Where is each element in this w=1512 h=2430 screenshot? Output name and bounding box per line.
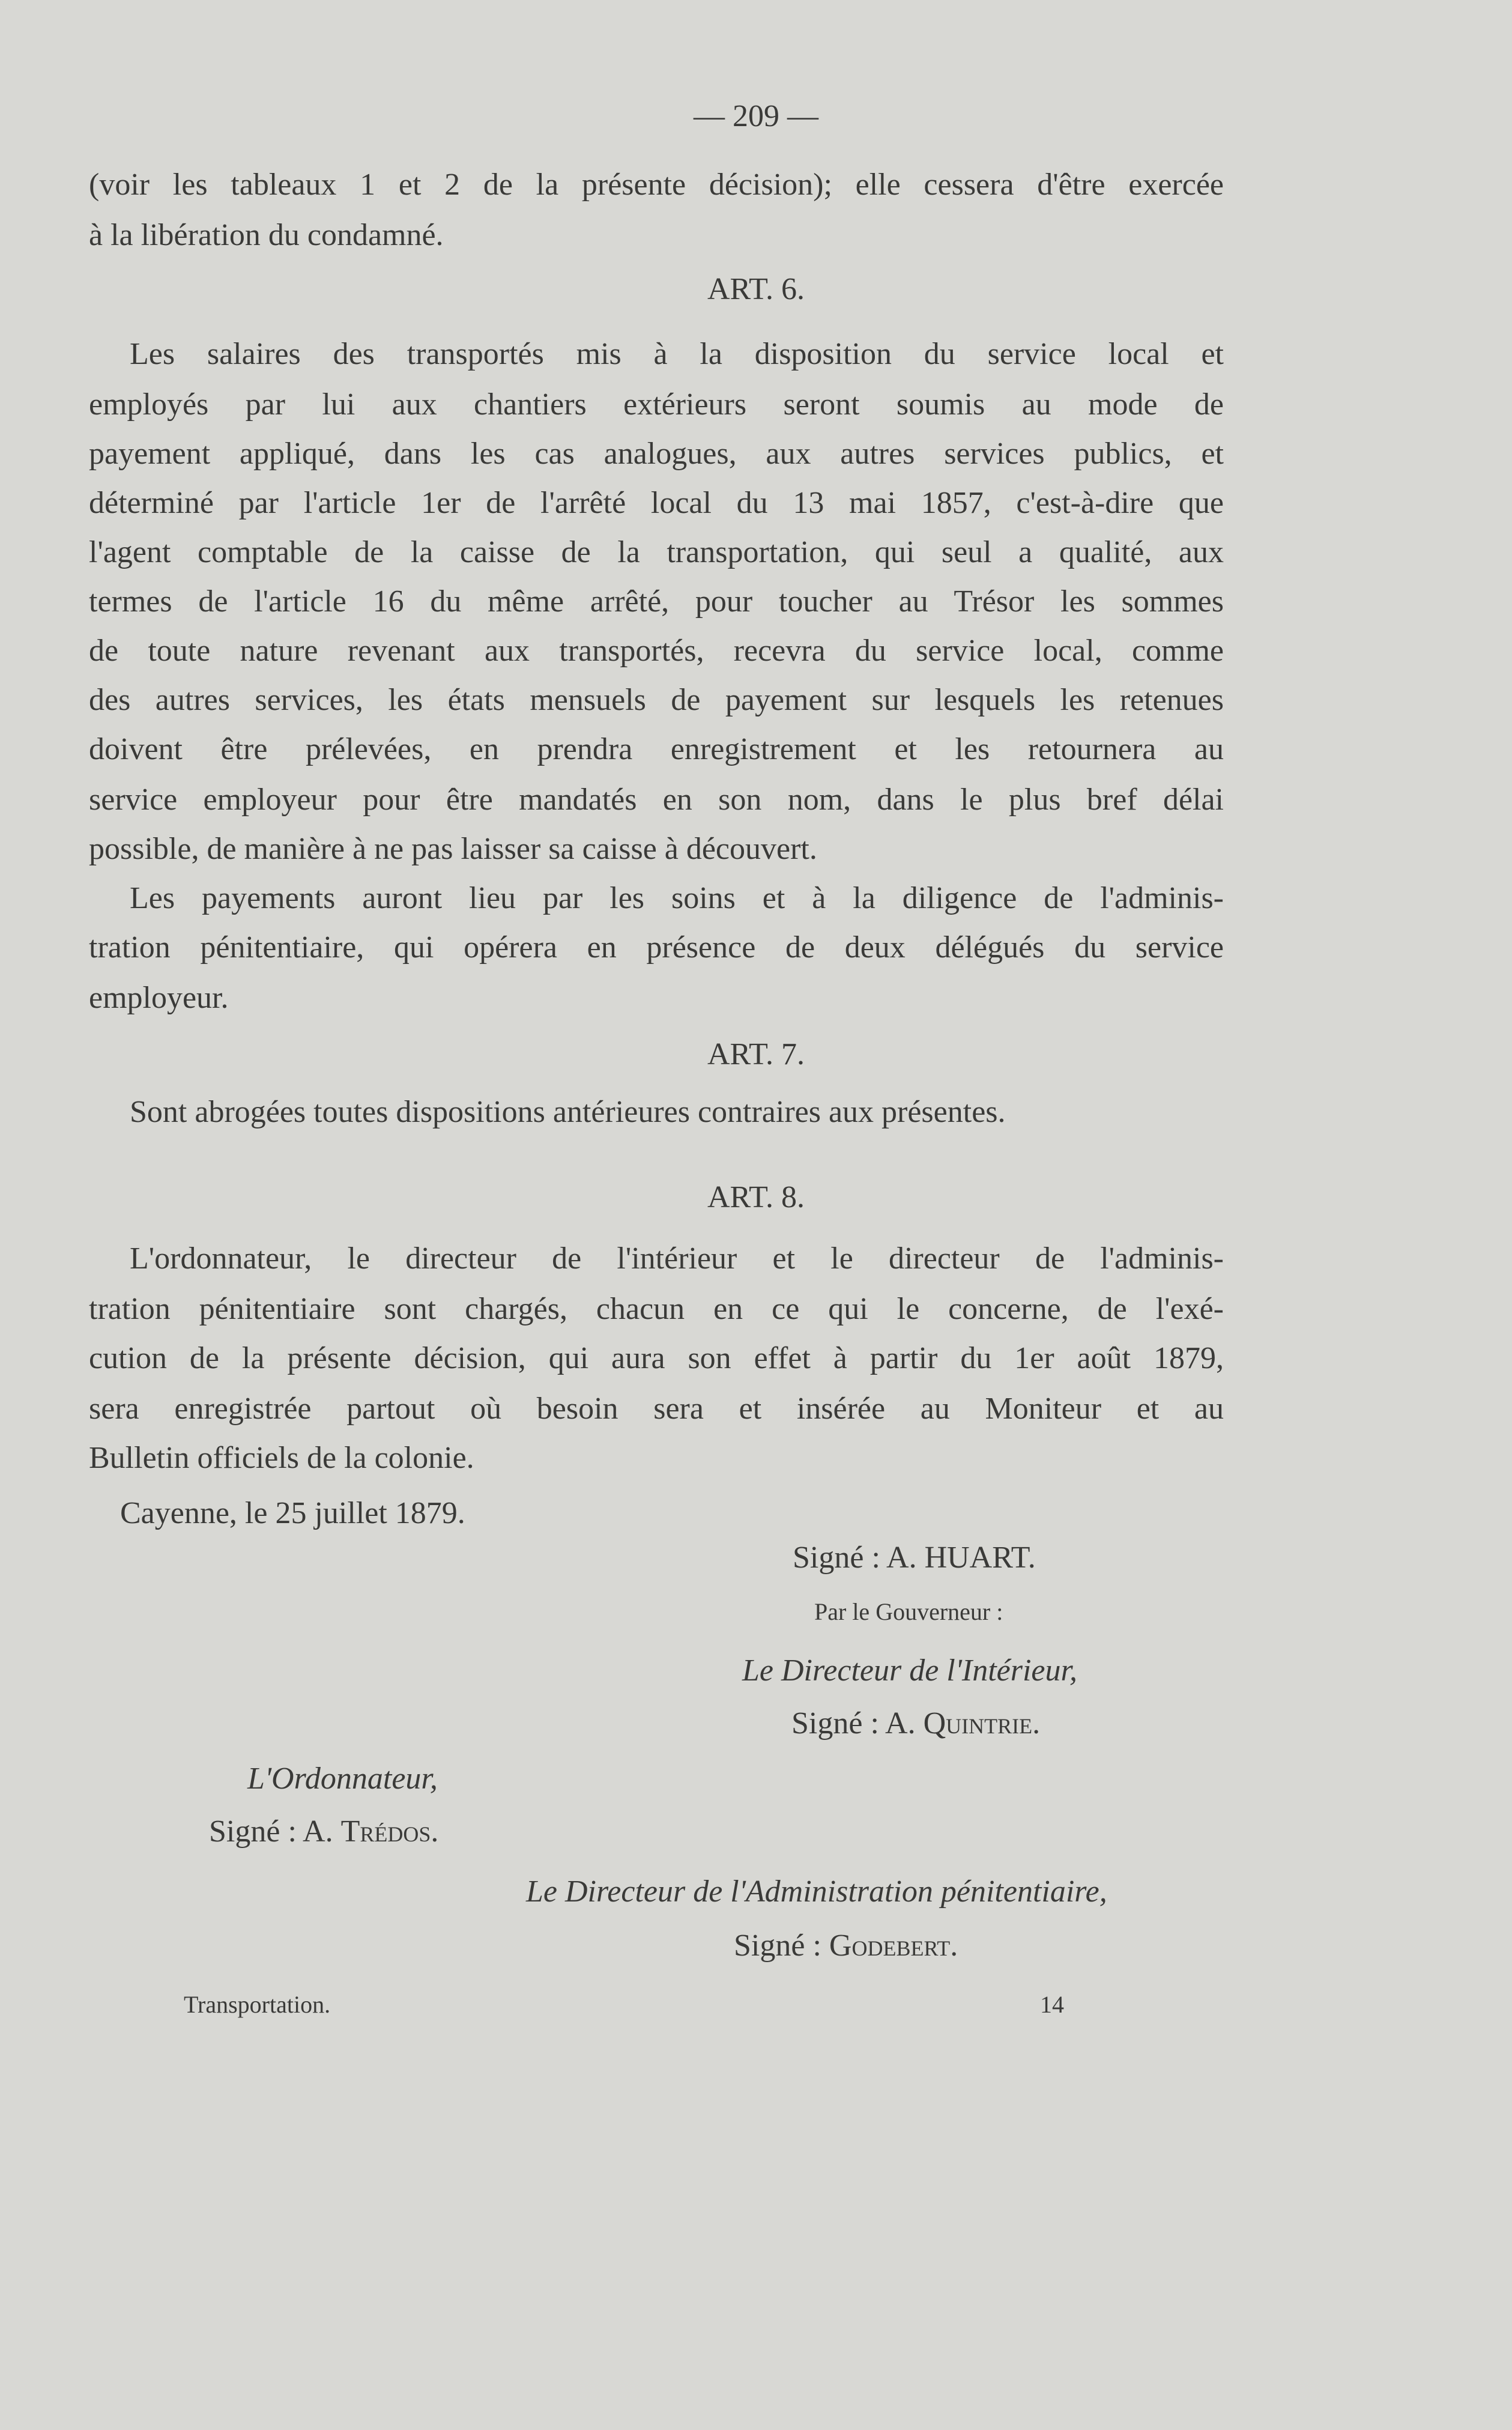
body-line: tration pénitentiaire sont chargés, chacun en ce qui le concerne, de l'exé- xyxy=(89,1292,1224,1326)
body-line: l'agent comptable de la caisse de la transportation, qui seul a qualité, aux xyxy=(89,535,1224,569)
signature-huart: Signé : A. HUART. xyxy=(793,1541,1036,1575)
art7-text: Sont abrogées toutes dispositions antérieures contraires aux présentes. xyxy=(130,1095,1006,1129)
place-date: Cayenne, le 25 juillet 1879. xyxy=(120,1496,465,1530)
body-line: employés par lui aux chantiers extérieurs seront soumis au mode de xyxy=(89,387,1224,422)
body-line: payement appliqué, dans les cas analogues, aux autres services publics, et xyxy=(89,437,1224,471)
body-line: de toute nature revenant aux transportés, recevra du service local, comme xyxy=(89,634,1224,668)
body-line: Bulletin officiels de la colonie. xyxy=(89,1441,474,1475)
body-line: déterminé par l'article 1er de l'arrêté local du 13 mai 1857, c'est-à-dire que xyxy=(89,486,1224,520)
ordonnateur-title: L'Ordonnateur, xyxy=(247,1762,438,1796)
body-line: service employeur pour être mandatés en son nom, dans le plus bref délai xyxy=(89,783,1224,817)
footer-section: Transportation. xyxy=(184,1991,331,2018)
body-line: tration pénitentiaire, qui opérera en présence de deux délégués du service xyxy=(89,930,1224,965)
body-line: possible, de manière à ne pas laisser sa caisse à découvert. xyxy=(89,832,817,866)
directeur-penitentiaire-title: Le Directeur de l'Administration pénitentiaire, xyxy=(526,1874,1107,1909)
body-line: doivent être prélevées, en prendra enregistrement et les retournera au xyxy=(89,732,1224,766)
body-line: des autres services, les états mensuels de payement sur lesquels les retenues xyxy=(89,683,1224,717)
body-line: termes de l'article 16 du même arrêté, pour toucher au Trésor les sommes xyxy=(89,584,1224,619)
body-line: employeur. xyxy=(89,981,229,1015)
intro-line: à la libération du condamné. xyxy=(89,218,444,252)
art7-heading: ART. 7. xyxy=(707,1037,805,1071)
intro-line: (voir les tableaux 1 et 2 de la présente décision); elle cessera d'être exercée xyxy=(89,168,1224,202)
body-line: sera enregistrée partout où besoin sera et insérée au Moniteur et au xyxy=(89,1392,1224,1426)
page-number: — 209 — xyxy=(694,99,818,133)
body-line: L'ordonnateur, le directeur de l'intérieur et le directeur de l'adminis- xyxy=(130,1241,1224,1276)
body-line: Les salaires des transportés mis à la disposition du service local et xyxy=(130,337,1224,371)
directeur-interieur-title: Le Directeur de l'Intérieur, xyxy=(742,1653,1077,1688)
art6-heading: ART. 6. xyxy=(707,272,805,306)
directeur-penitentiaire-signature: Signé : Godebert. xyxy=(734,1929,958,1963)
body-line: Les payements auront lieu par les soins et à la diligence de l'adminis- xyxy=(130,881,1224,915)
art8-heading: ART. 8. xyxy=(707,1180,805,1214)
ordonnateur-signature: Signé : A. Trédos. xyxy=(209,1814,439,1849)
directeur-interieur-signature: Signé : A. Quintrie. xyxy=(791,1706,1041,1741)
body-line: cution de la présente décision, qui aura son effet à partir du 1er août 1879, xyxy=(89,1341,1224,1375)
footer-signature-number: 14 xyxy=(1040,1991,1064,2018)
par-le-gouverneur: Par le Gouverneur : xyxy=(814,1598,1003,1625)
